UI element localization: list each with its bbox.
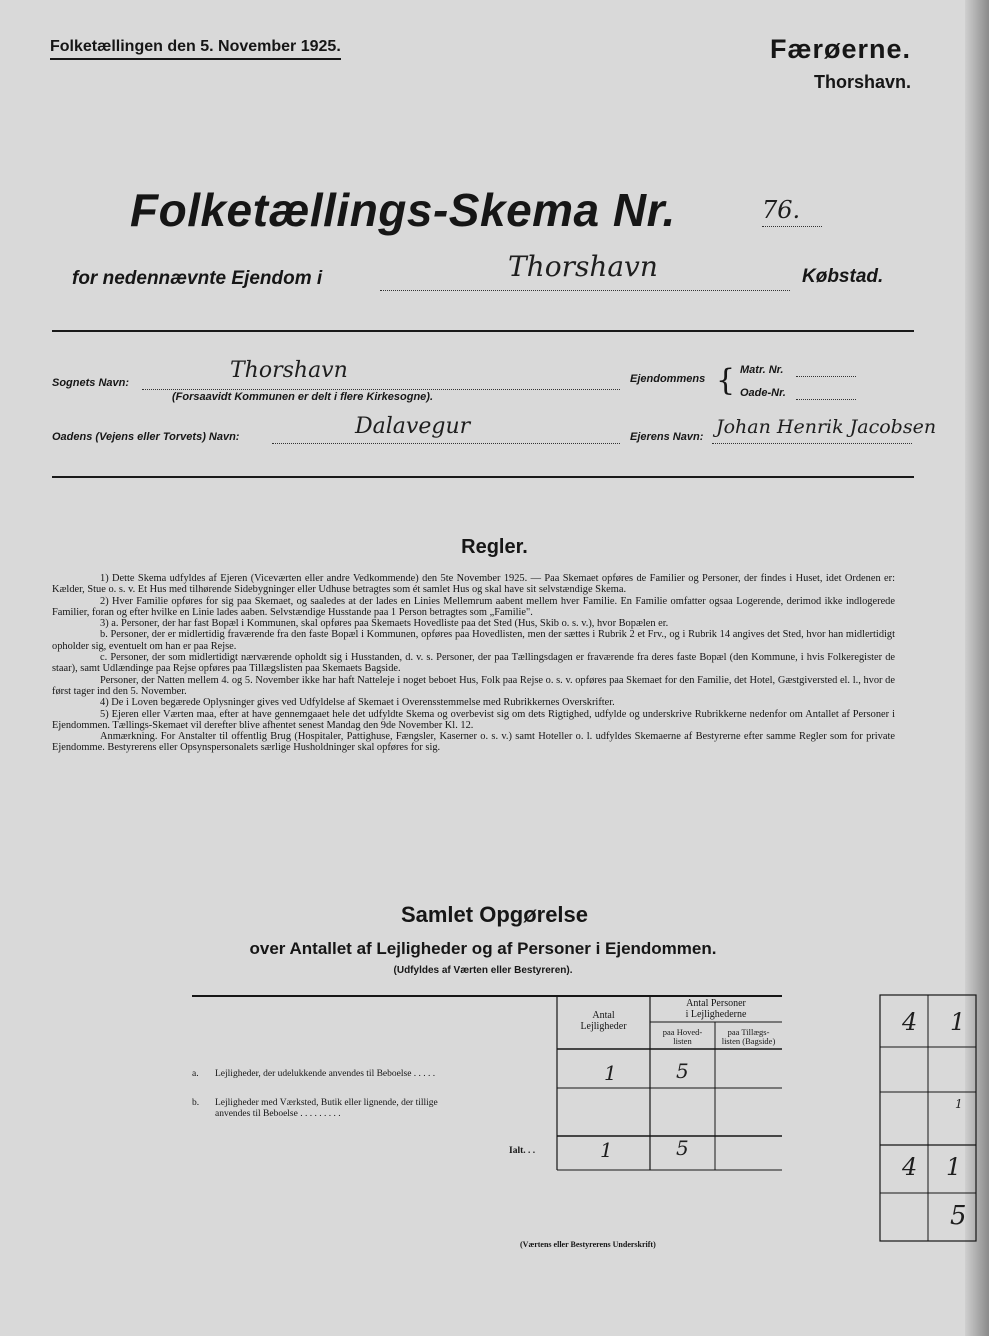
side-box-r1c1: 4 — [902, 1008, 918, 1036]
col-main-list-header — [650, 1028, 715, 1046]
row-b-letter: b. — [192, 1098, 200, 1108]
rule-1: 1) Dette Skema udfyldes af Ejeren (Viceværten eller andre Vedkommende) den 5te November 1925. — Paa Skemaet opføres de Familier og Personer, der findes i Huset, idet Ordenen er: Kælder, Stue o. s. v. Et Hus med tilhørende Sidebygninger eller Udhuse betragtes som ét samlet Hus og skal have sit selvstændige Skema. — [52, 573, 895, 596]
rules-title: Regler. — [461, 536, 528, 558]
col-main-list-line2: listen — [673, 1036, 692, 1046]
row-a-label: Lejligheder, der udelukkende anvendes til Beboelse . . . . . — [215, 1069, 436, 1079]
col-main-list-line1: paa Hoved- — [662, 1027, 703, 1037]
row-b-label-2: anvendes til Beboelse . . . . . . . . . — [215, 1109, 341, 1119]
rule-3b: b. Personer, der er midlertidig fraværende fra den faste Bopæl i Kommunen, opføres paa Hovedlisten, men der sættes i Rubrik 2 et Frv., og i Rubrik 14 angives det Sted, hvor han midlertidigt opholder sig, eventuelt om han er paa Rejse. — [52, 629, 895, 652]
street-value-handwritten: Dalavegur — [355, 414, 471, 439]
row-a-apartments: 1 — [604, 1061, 617, 1085]
summary-note: (Udfyldes af Værten eller Bestyreren). — [393, 965, 573, 976]
side-box-r4c1: 4 — [902, 1153, 918, 1181]
parish-note: (Forsaavidt Kommunen er delt i flere Kirkesogne). — [172, 391, 434, 403]
owner-value-handwritten: Johan Henrik Jacobsen — [716, 416, 937, 438]
rule-3a: 3) a. Personer, der har fast Bopæl i Kommunen, skal opføres paa Skemaets Hovedliste paa det Sted (Hus, Skib o. s. v.), hvor Bopælen er. — [100, 618, 669, 630]
col-persons-line1: Antal Personer — [686, 998, 746, 1009]
row-a-letter: a. — [192, 1069, 199, 1079]
rule-3c: c. Personer, der som midlertidigt nærværende opholdt sig i Husstanden, d. v. s. Personer, der paa Tællingsdagen er fraværende fra deres faste Bopæl (den Kommune, i hvis Folkeregister de staar), samt Udlændinge paa Rejse opføres paa Tillægslisten paa Skemaets Bagside. — [52, 652, 895, 675]
col-apartments-line2: Lejligheder — [580, 1021, 627, 1032]
side-box-r5c2: 5 — [950, 1201, 967, 1231]
col-supp-list-header — [715, 1028, 782, 1046]
rule-4: 4) De i Loven begærede Oplysninger gives ved Udfyldelse af Skemaet i Overensstemmelse med Rubrikkernes Overskrifter. — [100, 697, 615, 709]
col-supp-list-line2: listen (Bagside) — [721, 1036, 776, 1046]
row-b-label-1: Lejligheder med Værksted, Butik eller lignende, der tillige — [215, 1098, 438, 1108]
parish-label: Sognets Navn: — [52, 377, 130, 389]
rule-5: 5) Ejeren eller Værten maa, efter at have gennemgaaet hele det udfyldte Skema og overbevist sig om dets Rigtighed, udfylde og underskrive Rubrikkerne nedenfor om Antallet af Personer i Ejendommen. Tællings-Skemaet vil derefter blive afhentet senest Mandag den 9de November Kl. 12. — [52, 708, 895, 731]
rule-note: Anmærkning. For Anstalter til offentlig Brug (Hospitaler, Pattighuse, Fængsler, Kaserner o. s. v.) samt Hoteller o. l. udfyldes Skemaerne af Bestyrerne efter samme Regler som for private Ejendomme. Bestyrerens eller Opsynspersonalets særlige Husholdninger skal opføres for sig. — [52, 731, 895, 754]
rule-2: 2) Hver Familie opføres for sig paa Skemaet, og saaledes at der lades en Linies Mellemrum aabent mellem hver Familie. En Familie omfatter ogsaa Logerende, derimod ikke indlogerede Familier, foran og efter hvilke en Linie lades aaben. Selvstændige Husstande paa 1 Person betragtes som „Familie". — [52, 595, 895, 618]
form-title: Folketællings-Skema Nr. — [130, 184, 676, 236]
estate-brace: { — [716, 363, 736, 398]
summary-subtitle: over Antallet af Lejligheder og af Personer i Ejendommen. — [249, 939, 717, 958]
signature-note: (Værtens eller Bestyrerens Underskrift) — [520, 1240, 656, 1249]
matr-label: Matr. Nr. — [740, 364, 784, 376]
total-label: Ialt. . . — [509, 1146, 536, 1156]
estate-label: Ejendommens — [630, 373, 706, 385]
property-label: for nedennævnte Ejendom i — [72, 268, 323, 289]
col-apartments-line1: Antal — [592, 1010, 615, 1021]
owner-label: Ejerens Navn: — [630, 431, 704, 443]
side-box-r3c2: 1 — [955, 1097, 963, 1111]
rule-night: Personer, der Natten mellem 4. og 5. November ikke har haft Natteleje i noget beboet Hus, Folk paa Rejse o. s. v. opføres paa Skemaet for den Familie, det Hotel, Gæstgiversted el. l., hvor de først tager ind den 5. November. — [52, 674, 895, 697]
region-title: Færøerne. — [769, 34, 911, 64]
street-label: Oadens (Vejens eller Torvets) Navn: — [52, 431, 240, 443]
parish-value-handwritten: Thorshavn — [230, 358, 348, 383]
town-name: Thorshavn. — [813, 72, 911, 92]
col-apartments-header — [557, 1010, 650, 1032]
form-number: 76. — [762, 196, 801, 224]
col-supp-list-line1: paa Tillægs- — [727, 1027, 770, 1037]
side-box-r1c2: 1 — [950, 1008, 966, 1036]
col-persons-line2: i Lejlighederne — [685, 1009, 747, 1020]
gade-label: Oade-Nr. — [740, 387, 786, 399]
total-apartments: 1 — [600, 1138, 613, 1162]
row-a-persons: 5 — [676, 1059, 689, 1083]
col-persons-header — [650, 998, 782, 1020]
census-date: Folketællingen den 5. November 1925. — [50, 38, 341, 60]
side-box-r4c2: 1 — [946, 1153, 962, 1181]
property-suffix: Købstad. — [802, 266, 884, 287]
summary-title: Samlet Opgørelse — [400, 902, 589, 927]
property-place-handwritten: Thorshavn — [508, 250, 658, 283]
total-persons: 5 — [676, 1136, 689, 1160]
